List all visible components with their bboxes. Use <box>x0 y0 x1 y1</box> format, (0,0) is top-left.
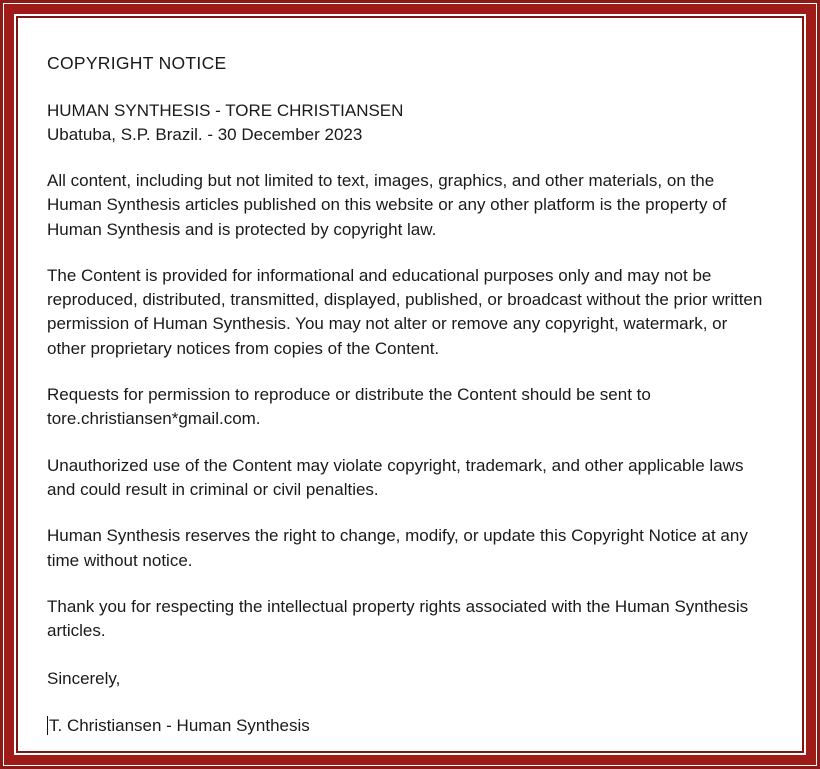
signature-line <box>47 714 766 738</box>
paragraph-3: Requests for permission to reproduce or distribute the Content should be sent to tore.christiansen*gmail.com. <box>47 385 651 429</box>
paragraph-2: The Content is provided for informational and educational purposes only and may not be reproduced, distributed, transmitted, displayed, published, or broadcast without the prior written permission of Human Synthesis. You may not alter or remove any copyright, watermark, or other proprietary notices from copies of the Content. <box>47 265 763 358</box>
document-meta <box>47 99 766 147</box>
paragraph-6: Thank you for respecting the intellectual property rights associated with the Human Synthesis articles. <box>47 596 749 641</box>
document-location-date: Ubatuba, S.P. Brazil. - 30 December 2023 <box>47 124 363 144</box>
signature-text: T. Christiansen - Human Synthesis <box>49 715 310 735</box>
closing-line: Sincerely, <box>47 669 121 689</box>
document-body <box>20 20 800 749</box>
text-cursor-caret <box>47 716 48 735</box>
paragraph-4: Unauthorized use of the Content may violate copyright, trademark, and other applicable laws and could result in criminal or civil penalties. <box>47 455 744 499</box>
document-heading: HUMAN SYNTHESIS - TORE CHRISTIANSEN <box>47 100 404 120</box>
paragraph-5: Human Synthesis reserves the right to change, modify, or update this Copyright Notice at any time without notice. <box>47 526 748 570</box>
paragraph-1: All content, including but not limited to text, images, graphics, and other materials, on the Human Synthesis articles published on this website or any other platform is the property of Human Synthesis and is protected by copyright law. <box>47 171 727 239</box>
page-title: COPYRIGHT NOTICE <box>47 53 227 73</box>
